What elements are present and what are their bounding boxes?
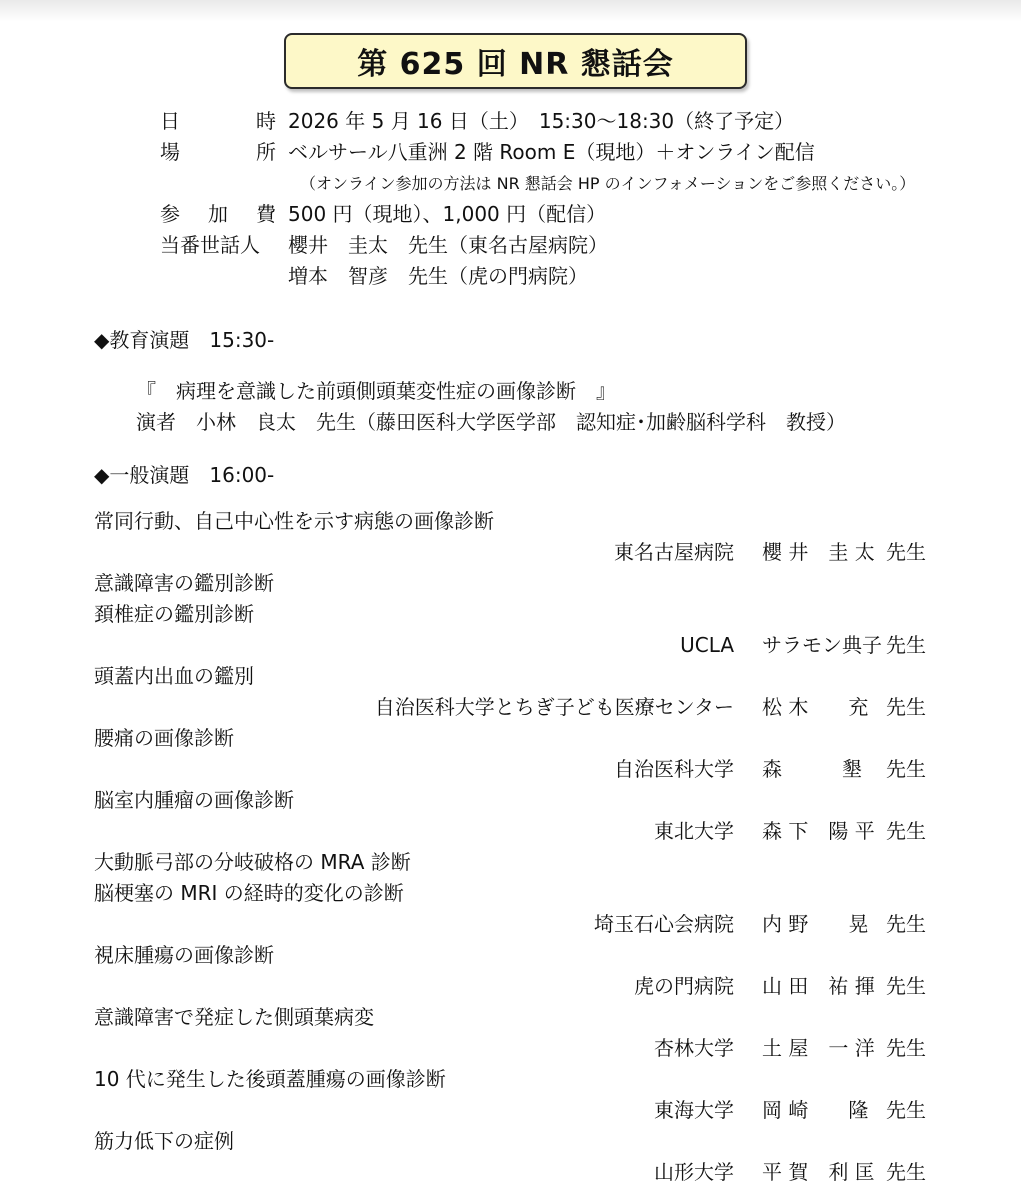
talk-title: 常同行動、自己中心性を示す病態の画像診断 <box>94 509 494 533</box>
page-top-edge <box>0 0 1021 22</box>
talk-title: 10 代に発生した後頭蓋腫瘍の画像診断 <box>94 1067 446 1091</box>
talk-title: 脳梗塞の MRI の経時的変化の診断 <box>94 881 404 905</box>
event-info <box>160 106 920 292</box>
talk-title: 腰痛の画像診断 <box>94 726 234 750</box>
speaker-name: 松 木 充 <box>762 695 869 719</box>
speaker-name: 平 賀 利 匡 <box>762 1160 875 1184</box>
speaker-honorific: 先生 <box>886 540 926 564</box>
place-row <box>160 137 920 168</box>
talk-speaker-line <box>94 909 926 940</box>
education-lecture-title: 『 病理を意識した前頭側頭葉変性症の画像診断 』 <box>136 379 616 403</box>
speaker-honorific: 先生 <box>886 757 926 781</box>
talk-speaker-line <box>94 1157 926 1188</box>
date-value: 2026 年 5 月 16 日（土） 15:30～18:30（終了予定） <box>288 109 795 133</box>
speaker-institution: 東海大学 <box>654 1098 734 1122</box>
talk-speaker-line <box>94 1095 926 1126</box>
speaker-institution: 自治医科大学とちぎ子ども医療センター <box>374 695 734 719</box>
talk-title: 大動脈弓部の分岐破格の MRA 診断 <box>94 850 411 874</box>
talk-title: 視床腫瘍の画像診断 <box>94 943 274 967</box>
general-talk-list <box>94 506 926 1188</box>
speaker-name: 岡 崎 隆 <box>762 1098 869 1122</box>
speaker-institution: 山形大学 <box>654 1160 734 1184</box>
host-label: 当番世話人 <box>160 233 260 257</box>
place-note: （オンライン参加の方法は NR 懇話会 HP のインフォメーションをご参照ください。） <box>300 174 916 193</box>
speaker-honorific: 先生 <box>886 695 926 719</box>
speaker-name: 山 田 祐 揮 <box>762 974 875 998</box>
talk-speaker-line <box>94 630 926 661</box>
speaker-institution: UCLA <box>680 633 734 657</box>
education-section <box>94 325 846 438</box>
speaker-name: 土 屋 一 洋 <box>762 1036 875 1060</box>
speaker-honorific: 先生 <box>886 819 926 843</box>
host-row-1 <box>160 230 920 261</box>
talk-title: 頭蓋内出血の鑑別 <box>94 664 254 688</box>
page-title: 第 625 回 NR 懇話会 <box>357 47 674 82</box>
speaker-name: 櫻 井 圭 太 <box>762 540 875 564</box>
general-heading: ◆一般演題 16:00- <box>94 463 275 487</box>
talk-speaker-line <box>94 537 926 568</box>
speaker-name: サラモン典子 <box>762 633 882 657</box>
speaker-institution: 杏林大学 <box>654 1036 734 1060</box>
speaker-honorific: 先生 <box>886 633 926 657</box>
talk-title: 脳室内腫瘤の画像診断 <box>94 788 294 812</box>
speaker-honorific: 先生 <box>886 1098 926 1122</box>
speaker-name: 森 下 陽 平 <box>762 819 875 843</box>
place-value: ベルサール八重洲 2 階 Room E（現地）＋オンライン配信 <box>288 140 815 164</box>
speaker-institution: 自治医科大学 <box>614 757 734 781</box>
general-section <box>94 460 274 491</box>
talk-title: 頚椎症の鑑別診断 <box>94 602 254 626</box>
speaker-name: 森 墾 <box>762 757 862 781</box>
fee-label: 参 加 費 <box>160 202 276 226</box>
speaker-honorific: 先生 <box>886 1036 926 1060</box>
speaker-name: 内 野 晃 <box>762 912 869 936</box>
speaker-honorific: 先生 <box>886 912 926 936</box>
talk-speaker-line <box>94 692 926 723</box>
fee-value: 500 円（現地）、1,000 円（配信） <box>288 202 607 226</box>
place-label: 場 所 <box>160 140 276 164</box>
talk-speaker-line <box>94 816 926 847</box>
education-lecturer: 演者 小林 良太 先生（藤田医科大学医学部 認知症･加齢脳科学科 教授） <box>136 410 846 434</box>
speaker-institution: 埼玉石心会病院 <box>594 912 734 936</box>
fee-row <box>160 199 920 230</box>
talk-title: 筋力低下の症例 <box>94 1129 234 1153</box>
speaker-institution: 東名古屋病院 <box>614 540 734 564</box>
title-box <box>284 33 747 89</box>
speaker-institution: 東北大学 <box>654 819 734 843</box>
education-heading: ◆教育演題 15:30- <box>94 328 275 352</box>
host-2: 増本 智彦 先生（虎の門病院） <box>288 264 588 288</box>
talk-title: 意識障害で発症した側頭葉病変 <box>94 1005 374 1029</box>
host-1: 櫻井 圭太 先生（東名古屋病院） <box>288 233 608 257</box>
speaker-honorific: 先生 <box>886 1160 926 1184</box>
talk-speaker-line <box>94 971 926 1002</box>
talk-title: 意識障害の鑑別診断 <box>94 571 274 595</box>
host-row-2 <box>160 261 920 292</box>
talk-speaker-line <box>94 754 926 785</box>
date-row <box>160 106 920 137</box>
speaker-honorific: 先生 <box>886 974 926 998</box>
talk-speaker-line <box>94 1033 926 1064</box>
speaker-institution: 虎の門病院 <box>634 974 734 998</box>
date-label: 日 時 <box>160 109 276 133</box>
